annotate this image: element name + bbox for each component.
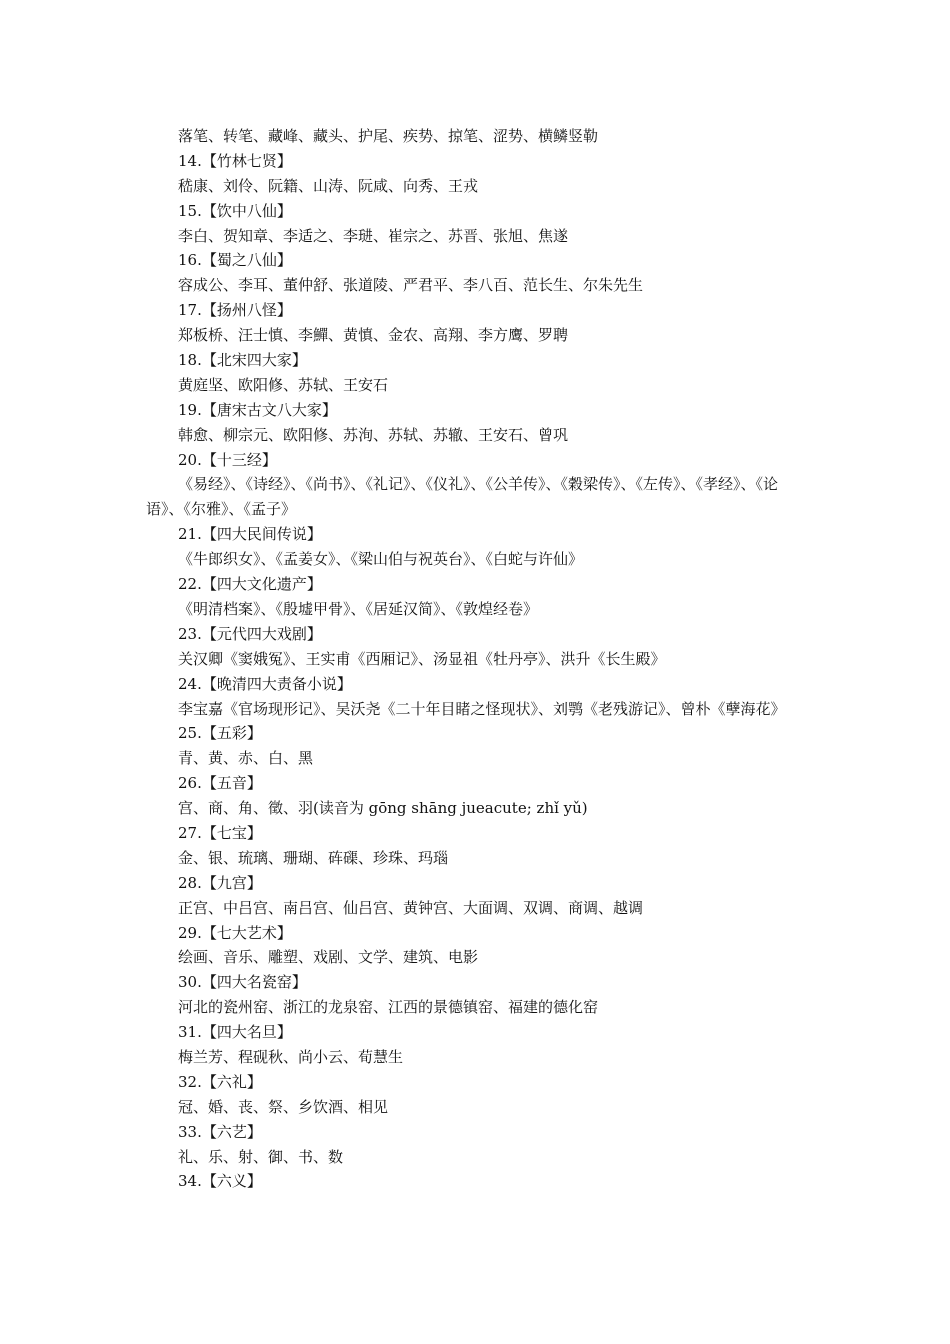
section-heading: 14.【竹林七贤】 bbox=[178, 151, 292, 170]
section-heading: 31.【四大名旦】 bbox=[178, 1023, 292, 1042]
section-heading: 15.【饮中八仙】 bbox=[178, 201, 292, 220]
text-line: 黄庭坚、欧阳修、苏轼、王安石 bbox=[178, 375, 389, 394]
section-heading: 26.【五音】 bbox=[178, 774, 262, 793]
section-heading: 19.【唐宋古文八大家】 bbox=[178, 400, 337, 419]
text-line: 落笔、转笔、藏峰、藏头、护尾、疾势、掠笔、涩势、横鳞竖勒 bbox=[178, 127, 599, 145]
section-heading: 25.【五彩】 bbox=[178, 724, 262, 743]
text-line: 金、银、琉璃、珊瑚、砗磲、珍珠、玛瑙 bbox=[178, 848, 449, 867]
section-heading: 20.【十三经】 bbox=[178, 450, 277, 469]
text-line: 梅兰芳、程砚秋、尚小云、荀慧生 bbox=[178, 1048, 404, 1066]
section-heading: 29.【七大艺术】 bbox=[178, 923, 292, 942]
text-line: 韩愈、柳宗元、欧阳修、苏洵、苏轼、苏辙、王安石、曾巩 bbox=[178, 425, 569, 444]
text-line: 嵇康、刘伶、阮籍、山涛、阮咸、向秀、王戎 bbox=[178, 176, 479, 195]
section-heading: 32.【六礼】 bbox=[178, 1072, 262, 1091]
section-heading: 24.【晚清四大责备小说】 bbox=[178, 674, 352, 693]
section-heading: 34.【六义】 bbox=[178, 1172, 262, 1191]
text-line: 关汉卿《窦娥冤》、王实甫《西厢记》、汤显祖《牡丹亭》、洪升《长生殿》 bbox=[178, 649, 666, 668]
section-heading: 17.【扬州八怪】 bbox=[178, 301, 292, 320]
section-heading: 33.【六艺】 bbox=[178, 1122, 262, 1141]
section-heading: 30.【四大名瓷窑】 bbox=[178, 973, 307, 992]
section-heading: 21.【四大民间传说】 bbox=[178, 525, 322, 544]
text-line: 绘画、音乐、雕塑、戏剧、文学、建筑、电影 bbox=[178, 948, 479, 967]
text-line: 李白、贺知章、李适之、李琎、崔宗之、苏晋、张旭、焦遂 bbox=[178, 226, 569, 245]
text-line: 冠、婚、丧、祭、乡饮酒、相见 bbox=[178, 1097, 389, 1116]
text-line: 河北的瓷州窑、浙江的龙泉窑、江西的景德镇窑、福建的德化窑 bbox=[178, 998, 599, 1017]
text-paragraph: 《易经》、《诗经》、《尚书》、《礼记》、《仪礼》、《公羊传》、《穀梁传》、《左传》、《孝经》、《论语》、《尔雅》、《孟子》 bbox=[146, 475, 779, 519]
section-heading: 28.【九宫】 bbox=[178, 873, 262, 892]
text-line: 礼、乐、射、御、书、数 bbox=[178, 1147, 344, 1166]
section-heading: 16.【蜀之八仙】 bbox=[178, 251, 292, 270]
text-line: 宫、商、角、徵、羽(读音为 gōng shāng jueacute; zhǐ yǔ) bbox=[178, 799, 588, 818]
document-body bbox=[146, 124, 814, 1194]
text-line: 容成公、李耳、董仲舒、张道陵、严君平、李八百、范长生、尔朱先生 bbox=[178, 276, 644, 295]
text-line: 郑板桥、汪士慎、李鱓、黄慎、金农、高翔、李方鹰、罗聘 bbox=[178, 326, 569, 345]
section-heading: 18.【北宋四大家】 bbox=[178, 351, 307, 370]
text-line: 青、黄、赤、白、黑 bbox=[178, 749, 314, 768]
section-heading: 27.【七宝】 bbox=[178, 823, 262, 842]
section-heading: 22.【四大文化遗产】 bbox=[178, 575, 322, 594]
text-line: 正宫、中吕宫、南吕宫、仙吕宫、黄钟宫、大面调、双调、商调、越调 bbox=[178, 898, 644, 917]
text-paragraph: 李宝嘉《官场现形记》、吴沃尧《二十年目睹之怪现状》、刘鹗《老残游记》、曾朴《孽海花》 bbox=[178, 699, 786, 718]
section-heading: 23.【元代四大戏剧】 bbox=[178, 624, 322, 643]
text-line: 《明清档案》、《殷墟甲骨》、《居延汉简》、《敦煌经卷》 bbox=[178, 599, 539, 618]
text-line: 《牛郎织女》、《孟姜女》、《梁山伯与祝英台》、《白蛇与许仙》 bbox=[178, 550, 584, 569]
